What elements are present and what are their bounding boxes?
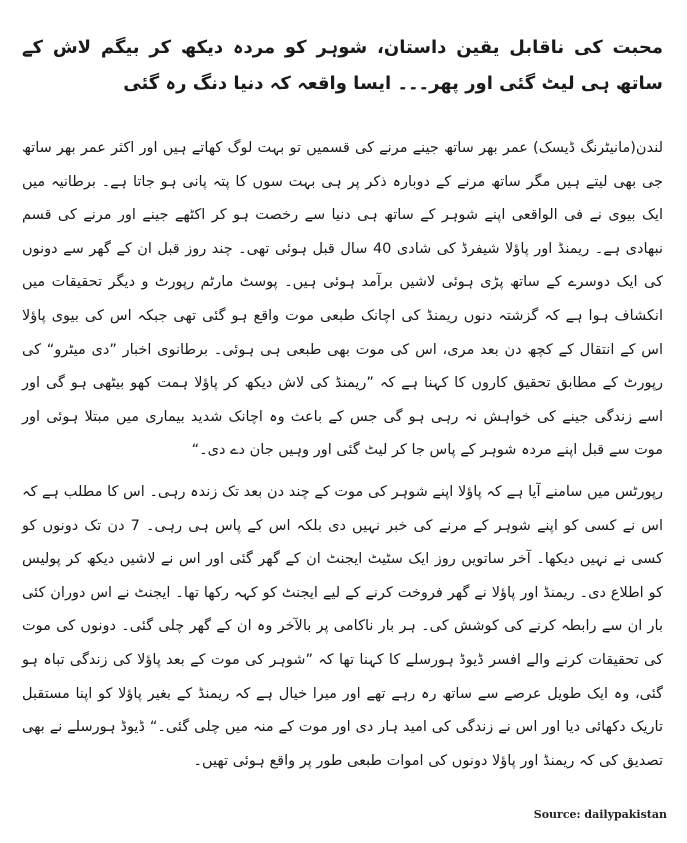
article-paragraph-1: لندن(مانیٹرنگ ڈیسک) عمر بھر ساتھ جینے مرنے کی قسمیں تو بہت لوگ کھاتے ہیں اور اکثر عمر بھر ساتھ جی بھی لیتے ہیں مگر ساتھ مرنے کے دوبارہ ذکر پر ہی بہت سوں کا پتہ پانی ہو جاتا ہے۔ برطانیہ میں ایک بیوی نے فی الواقعی اپنے شوہر کے ساتھ ہی دنیا سے رخصت ہو کر اکٹھے جینے اور مرنے کی قسم نبھادی ہے۔ ریمنڈ اور پاؤلا شیفرڈ کی شادی 40 سال قبل ہوئی تھی۔ چند روز قبل ان کے گھر سے دونوں کی ایک دوسرے کے ساتھ پڑی ہوئی لاشیں برآمد ہوئی ہیں۔ پوسٹ مارٹم رپورٹ و دیگر تحقیقات میں انکشاف ہوا ہے کہ گزشتہ دنوں ریمنڈ کی اچانک طبعی موت واقع ہو گئی تھی جبکہ اس کی بیوی پاؤلا اس کے انتقال کے کچھ دن بعد مری، اس کی موت بھی طبعی ہی ہوئی۔ برطانوی اخبار ”دی میٹرو“ کی رپورٹ کے مطابق تحقیق کاروں کا کہنا ہے کہ ”ریمنڈ کی لاش دیکھ کر پاؤلا ہمت کھو بیٹھی ہو گی اور اسے زندگی جینے کی خواہش نہ رہی ہو گی جس کے باعث وہ اچانک شدید بیماری میں مبتلا ہوئی اور موت سے قبل اپنے مردہ شوہر کے پاس جا کر لیٹ گئی اور وہیں جان دے دی۔“ [22, 140, 664, 459]
article-paragraph-2: رپورٹس میں سامنے آیا ہے کہ پاؤلا اپنے شوہر کی موت کے چند دن بعد تک زندہ رہی۔ اس کا مطلب ہے کہ اس نے کسی کو اپنے شوہر کے مرنے کی خبر نہیں دی بلکہ اس کے پاس ہی رہی۔ 7 دن تک دونوں کو کسی نے نہیں دیکھا۔ آخر ساتویں روز ایک سٹیٹ ایجنٹ ان کے گھر گئی اور اس نے لاشیں دیکھ کر پولیس کو اطلاع دی۔ ریمنڈ اور پاؤلا نے گھر فروخت کرنے کے لیے ایجنٹ کو کہہ رکھا تھا۔ ایجنٹ نے اس دوران کئی بار ان سے رابطہ کرنے کی کوشش کی۔ ہر بار ناکامی پر بالآخر وہ ان کے گھر چلی گئی۔ دونوں کی موت کی تحقیقات کرنے والے افسر ڈیوڈ ہورسلے کا کہنا تھا کہ ”شوہر کی موت کے بعد پاؤلا کی زندگی تباہ ہو گئی، وہ ایک طویل عرصے سے ساتھ رہ رہے تھے اور میرا خیال ہے کہ ریمنڈ کے بغیر پاؤلا کو اپنا مستقبل تاریک دکھائی دیا اور اس نے زندگی کی امید ہار دی اور موت کے منہ میں چلی گئی۔“ ڈیوڈ ہورسلے نے بھی تصدیق کی کہ ریمنڈ اور پاؤلا دونوں کی اموات طبعی طور پر واقع ہوئی تھیں۔ [22, 483, 663, 769]
news-article [22, 30, 663, 778]
article-headline: محبت کی ناقابل یقین داستان، شوہر کو مردہ دیکھ کر بیگم لاش کے ساتھ ہی لیٹ گئی اور پھر۔۔۔ ایسا واقعہ کہ دنیا دنگ رہ گئی [22, 37, 663, 94]
source-credit: Source: dailypakistan [533, 808, 667, 821]
